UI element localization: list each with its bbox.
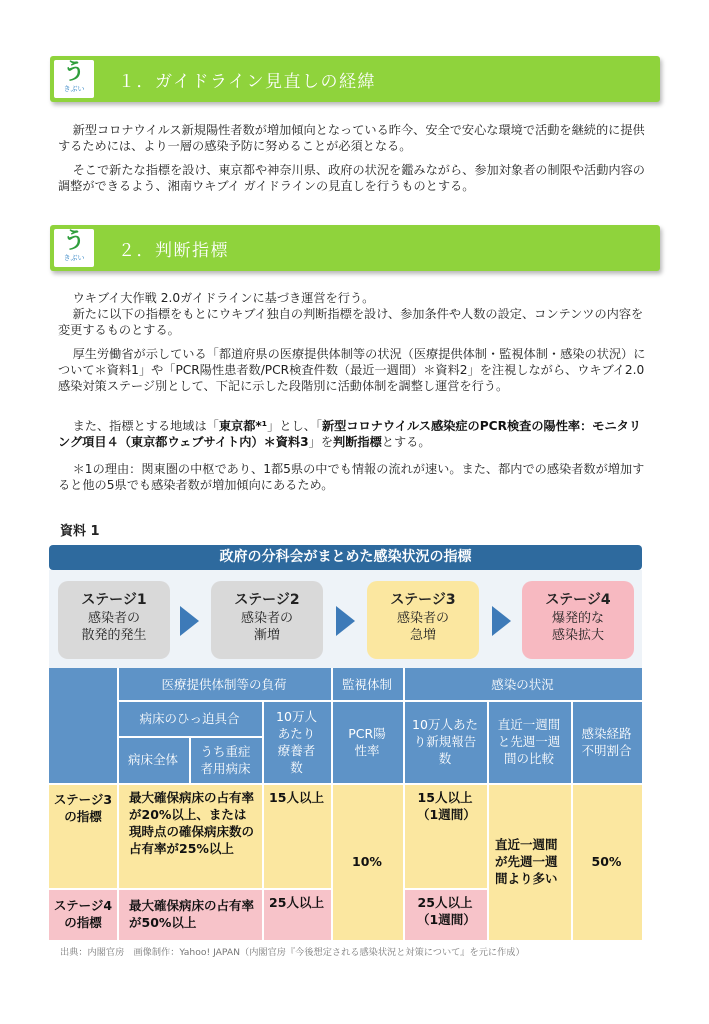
stage-3-name: ステージ3: [390, 592, 456, 608]
reference-label: 資料 1: [60, 524, 100, 539]
stage-1-desc-2: 散発的発生: [81, 628, 147, 643]
grid-line: [117, 736, 262, 738]
section2-paragraph-1a: ウキブイ大作戦 2.0ガイドラインに基づき運営を行う。: [72, 291, 375, 305]
p3-region-bold: 東京都*¹: [218, 419, 268, 433]
header-unknown-route: 感染経路不明割合: [571, 700, 642, 783]
header-severe-bed: うち重症者用病床: [189, 736, 262, 783]
pcr-rate-value: 10%: [331, 783, 403, 940]
section1-paragraph-2: そこで新たな指標を設け、東京都や神奈川県、政府の状況を鑑みながら、参加対象者の制限や活動内容の調整ができるよう、湘南ウキブイ ガイドラインの見直しを行うものとする。: [58, 163, 645, 193]
stage-1-box: [58, 581, 170, 659]
stage-4-box: [522, 581, 634, 659]
stage-2-desc-1: 感染者の: [240, 611, 293, 626]
stage-2-name: ステージ2: [234, 592, 300, 608]
header-infection-status: 感染の状況: [403, 668, 642, 700]
stage-4-desc-1: 爆発的な: [551, 611, 604, 626]
stage-2-box: [211, 581, 323, 659]
stage3-recuperating: 15人以上: [262, 783, 331, 888]
stage-4-desc-2: 感染拡大: [551, 628, 604, 643]
grid-line: [49, 783, 642, 785]
stage-1-desc-1: 感染者の: [87, 611, 140, 626]
arrow-right-icon: [492, 606, 511, 636]
section1-header: [50, 56, 660, 102]
unknown-route-value: 50%: [571, 783, 642, 940]
header-weekly-compare: 直近一週間と先週一週間の比較: [487, 700, 571, 783]
grid-line: [49, 888, 331, 890]
logo-character: う: [62, 60, 85, 85]
stage-3-box: [367, 581, 479, 659]
stage3-new-cases: 15人以上（1週間）: [403, 783, 487, 888]
table-corner-cell: [49, 668, 117, 783]
figure-source: 出典：内閣官房 画像制作：Yahoo! JAPAN（内閣官房『今後想定される感染状況と対策について』を元に作成）: [60, 947, 525, 958]
grid-line: [262, 700, 264, 940]
figure-title: 政府の分科会がまとめた感染状況の指標: [49, 545, 642, 570]
stage4-recuperating: 25人以上: [262, 888, 331, 940]
section2-paragraph-1b: 新たに以下の指標をもとにウキブイ独自の判断指標を設け、参加条件や人数の設定、コンテンツの内容を変更するものとする。: [58, 307, 644, 337]
ukibui-logo-icon: [54, 60, 94, 98]
weekly-compare-value: 直近一週間が先週一週間より多い: [487, 783, 571, 940]
stage-2-desc-2: 漸増: [253, 628, 280, 643]
logo-subtext: きぶい: [63, 85, 85, 93]
section2-title: ２．判断指標: [118, 241, 229, 261]
stage-4-name: ステージ4: [545, 592, 611, 608]
stage-3-desc-2: 急増: [409, 628, 436, 643]
grid-line: [117, 668, 119, 940]
grid-line: [189, 736, 191, 783]
section2-paragraph-3: [58, 418, 652, 450]
section1-paragraph-1: 新型コロナウイルス新規陽性者数が増加傾向となっている昨今、安全で安心な環境で活動を継続的に提供するためには、より一層の感染予防に努めることが必須となる。: [58, 123, 645, 153]
header-monitoring: 監視体制: [331, 668, 403, 700]
stage-1-name: ステージ1: [81, 592, 147, 608]
header-pcr-rate: PCR陽性率: [331, 700, 403, 783]
header-new-cases: 10万人あたり新規報告数: [403, 700, 487, 783]
header-bed-total: 病床全体: [117, 736, 189, 783]
grid-line: [487, 700, 489, 940]
arrow-right-icon: [180, 606, 199, 636]
row-stage4-label: ステージ4の指標: [49, 888, 117, 940]
ukibui-logo-icon: [54, 229, 94, 267]
p3-part-e: 」を: [308, 435, 334, 449]
p3-judgement-bold: 判断指標: [333, 435, 382, 449]
section2-paragraph-2: 厚生労働省が示している「都道府県の医療提供体制等の状況（医療提供体制・監視体制・感染の状況）について＊資料1」や「PCR陽性患者数/PCR検査件数（最近一週間）＊資料2」を注視しながら、ウキブイ2.0感染対策ステージ別として、下記に示した段階別に活動体制を調整し運営を行う。: [58, 347, 646, 393]
grid-line: [403, 888, 487, 890]
stage3-bed-occupancy: 最大確保病床の占有率が20%以上、または現時点の確保病床数の占有率が25%以上: [117, 783, 262, 888]
logo-subtext: きぶい: [63, 254, 85, 262]
p3-part-g: とする。: [381, 435, 431, 449]
section2-paragraph-4: ＊1の理由：関東圏の中枢であり、1都5県の中でも情報の流れが速い。また、都内での感染者数が増加すると他の5県でも感染者数が増加傾向にあるため。: [58, 462, 645, 492]
grid-line: [403, 668, 405, 940]
stage-3-desc-1: 感染者の: [396, 611, 449, 626]
stage4-new-cases: 25人以上（1週間）: [403, 888, 487, 940]
grid-line: [331, 668, 333, 940]
row-stage3-label: ステージ3の指標: [49, 783, 117, 888]
arrow-right-icon: [336, 606, 355, 636]
p3-part-c: 」とし、「: [267, 419, 322, 433]
grid-line: [571, 700, 573, 940]
p3-indicator-bold: 新型コロナウイルス感染症のPCR検査の陽性率：モニタリング項目４（東京都ウェブサイト内）＊資料3: [58, 419, 642, 449]
header-medical-load: 医療提供体制等の負荷: [117, 668, 331, 700]
grid-line: [117, 700, 642, 702]
section1-title: １．ガイドライン見直しの経緯: [118, 72, 376, 92]
section2-header: [50, 225, 660, 271]
logo-character: う: [62, 229, 85, 254]
stage4-bed-occupancy: 最大確保病床の占有率が50%以上: [117, 888, 262, 940]
header-bed-pressure: 病床のひっ迫具合: [117, 700, 262, 736]
header-recuperating: 10万人あたり療養者数: [262, 700, 331, 783]
p3-part-a: また、指標とする地域は「: [72, 419, 219, 433]
